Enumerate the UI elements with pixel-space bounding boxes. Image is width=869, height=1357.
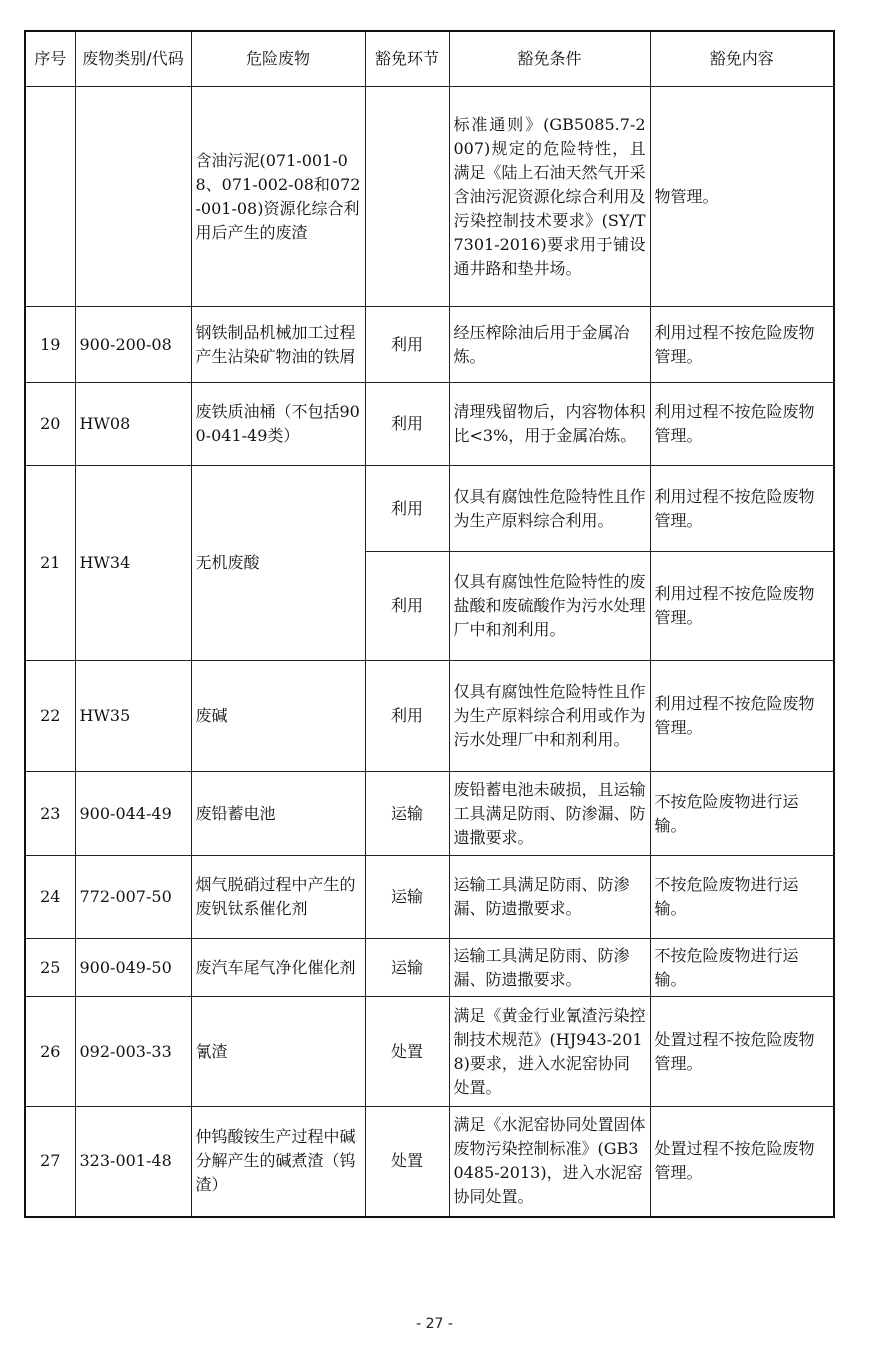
cell-waste: 氰渣	[191, 997, 365, 1107]
cell-condition: 仅具有腐蚀性危险特性且作为生产原料综合利用或作为污水处理厂中和剂利用。	[449, 661, 650, 772]
cell-waste: 废碱	[191, 661, 365, 772]
cell-code: 900-049-50	[75, 939, 191, 997]
cell-code	[75, 87, 191, 307]
cell-no: 25	[25, 939, 75, 997]
cell-stage	[365, 87, 449, 307]
cell-content: 处置过程不按危险废物管理。	[650, 997, 834, 1107]
table-row	[25, 1107, 834, 1217]
cell-content: 利用过程不按危险废物管理。	[650, 383, 834, 466]
table-row	[25, 383, 834, 466]
page-number: - 27 -	[416, 1316, 453, 1332]
cell-no: 20	[25, 383, 75, 466]
cell-content: 不按危险废物进行运输。	[650, 856, 834, 939]
cell-no: 21	[25, 466, 75, 661]
cell-waste: 废铅蓄电池	[191, 772, 365, 856]
cell-no	[25, 87, 75, 307]
cell-stage: 利用	[365, 466, 449, 552]
header-content: 豁免内容	[650, 31, 834, 87]
cell-content: 利用过程不按危险废物管理。	[650, 552, 834, 661]
header-no: 序号	[25, 31, 75, 87]
cell-content: 物管理。	[650, 87, 834, 307]
cell-no: 19	[25, 307, 75, 383]
cell-condition: 废铅蓄电池未破损，且运输工具满足防雨、防渗漏、防遗撒要求。	[449, 772, 650, 856]
cell-waste: 烟气脱硝过程中产生的废钒钛系催化剂	[191, 856, 365, 939]
cell-no: 23	[25, 772, 75, 856]
cell-condition: 仅具有腐蚀性危险特性且作为生产原料综合利用。	[449, 466, 650, 552]
cell-code: 772-007-50	[75, 856, 191, 939]
cell-condition: 清理残留物后，内容物体积比<3%，用于金属冶炼。	[449, 383, 650, 466]
cell-condition: 标准通则》(GB5085.7-2007)规定的危险特性，且满足《陆上石油天然气开采含油污泥资源化综合利用及污染控制技术要求》(SY/T7301-2016)要求用于铺设通井路和垫井场。	[449, 87, 650, 307]
cell-condition: 仅具有腐蚀性危险特性的废盐酸和废硫酸作为污水处理厂中和剂利用。	[449, 552, 650, 661]
cell-waste: 仲钨酸铵生产过程中碱分解产生的碱煮渣（钨渣）	[191, 1107, 365, 1217]
cell-code: 323-001-48	[75, 1107, 191, 1217]
table-row	[25, 772, 834, 856]
cell-code: 900-200-08	[75, 307, 191, 383]
table-row	[25, 856, 834, 939]
cell-content: 处置过程不按危险废物管理。	[650, 1107, 834, 1217]
cell-condition: 经压榨除油后用于金属冶炼。	[449, 307, 650, 383]
exemption-table	[24, 30, 835, 1218]
cell-condition: 满足《水泥窑协同处置固体废物污染控制标准》(GB30485-2013)，进入水泥窑协同处置。	[449, 1107, 650, 1217]
table-row	[25, 87, 834, 307]
cell-stage: 利用	[365, 383, 449, 466]
cell-content: 利用过程不按危险废物管理。	[650, 307, 834, 383]
cell-content: 不按危险废物进行运输。	[650, 772, 834, 856]
cell-no: 26	[25, 997, 75, 1107]
cell-no: 24	[25, 856, 75, 939]
cell-no: 22	[25, 661, 75, 772]
cell-stage: 处置	[365, 997, 449, 1107]
cell-condition: 运输工具满足防雨、防渗漏、防遗撒要求。	[449, 939, 650, 997]
cell-stage: 运输	[365, 939, 449, 997]
cell-no: 27	[25, 1107, 75, 1217]
table-row	[25, 466, 834, 552]
cell-stage: 利用	[365, 307, 449, 383]
cell-code: HW34	[75, 466, 191, 661]
cell-waste: 废铁质油桶（不包括900-041-49类）	[191, 383, 365, 466]
header-code: 废物类别/代码	[75, 31, 191, 87]
cell-condition: 满足《黄金行业氰渣污染控制技术规范》(HJ943-2018)要求，进入水泥窑协同处置。	[449, 997, 650, 1107]
cell-waste: 钢铁制品机械加工过程产生沾染矿物油的铁屑	[191, 307, 365, 383]
cell-stage: 运输	[365, 772, 449, 856]
cell-content: 利用过程不按危险废物管理。	[650, 466, 834, 552]
cell-waste: 含油污泥(071-001-08、071-002-08和072-001-08)资源化综合利用后产生的废渣	[191, 87, 365, 307]
cell-content: 不按危险废物进行运输。	[650, 939, 834, 997]
cell-condition: 运输工具满足防雨、防渗漏、防遗撒要求。	[449, 856, 650, 939]
header-waste: 危险废物	[191, 31, 365, 87]
cell-stage: 利用	[365, 661, 449, 772]
header-row	[25, 31, 834, 87]
cell-stage: 利用	[365, 552, 449, 661]
table-row	[25, 661, 834, 772]
table-row	[25, 997, 834, 1107]
cell-stage: 运输	[365, 856, 449, 939]
cell-code: 092-003-33	[75, 997, 191, 1107]
cell-code: HW35	[75, 661, 191, 772]
cell-code: 900-044-49	[75, 772, 191, 856]
table-row	[25, 307, 834, 383]
header-condition: 豁免条件	[449, 31, 650, 87]
header-stage: 豁免环节	[365, 31, 449, 87]
table-row	[25, 939, 834, 997]
cell-stage: 处置	[365, 1107, 449, 1217]
cell-waste: 无机废酸	[191, 466, 365, 661]
cell-content: 利用过程不按危险废物管理。	[650, 661, 834, 772]
cell-waste: 废汽车尾气净化催化剂	[191, 939, 365, 997]
cell-code: HW08	[75, 383, 191, 466]
